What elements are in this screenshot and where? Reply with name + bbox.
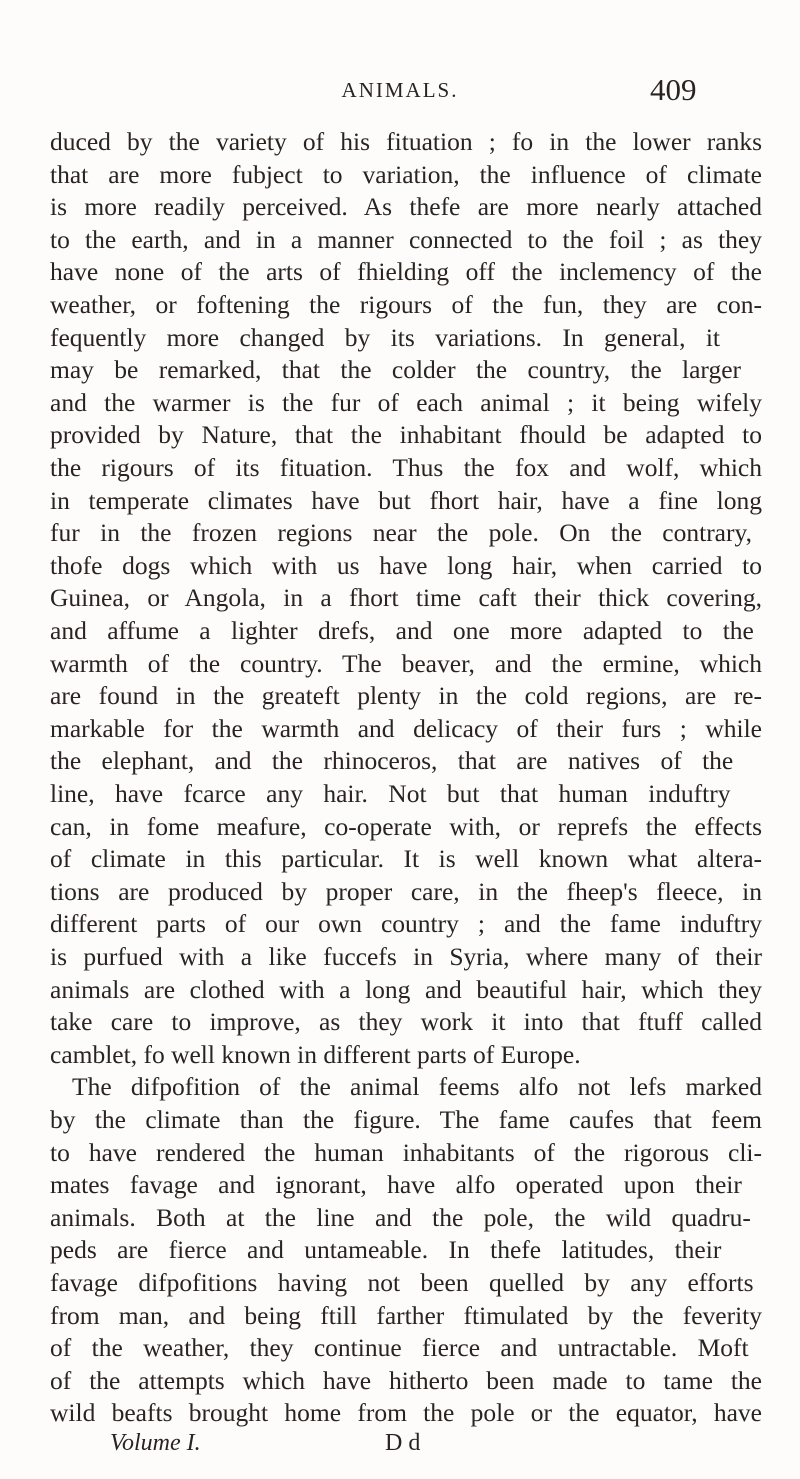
text-line-content: tions are produced by proper care, in the fheep's fleece, in xyxy=(50,876,762,906)
text-line-content: to have rendered the human inhabitants of the rigorous cli- xyxy=(50,1137,762,1167)
text-line-content: warmth of the country. The beaver, and the ermine, which xyxy=(50,648,762,678)
text-line-content: by the climate than the figure. The fame caufes that feem xyxy=(50,1105,762,1134)
text-line-content: to the earth, and in a manner connected to the foil ; as they xyxy=(50,224,762,254)
volume-label: Volume I. xyxy=(110,1430,201,1456)
text-line-content: different parts of our own country ; and the fame induftry xyxy=(50,909,762,939)
page-footer xyxy=(0,1430,800,1466)
text-line-content: take care to improve, as they work it into that ftuff called xyxy=(50,1007,762,1037)
text-line-content: and the warmer is the fur of each animal ; it being wifely xyxy=(50,387,762,417)
text-line-content: of the weather, they continue fierce and untractable. Moft xyxy=(50,1333,749,1363)
page-number: 409 xyxy=(650,72,697,107)
text-line-content: duced by the variety of his fituation ; fo in the lower ranks xyxy=(50,127,762,156)
text-line-content: fur in the frozen regions near the pole. On the contrary, xyxy=(50,518,752,548)
page-header xyxy=(0,72,800,116)
text-line-content: of climate in this particular. It is well known what altera- xyxy=(50,844,762,874)
text-line-content: may be remarked, that the colder the country, the larger xyxy=(50,355,742,385)
text-line-content: the elephant, and the rhinoceros, that are natives of the xyxy=(50,746,734,776)
text-line-content: camblet, fo well known in different parts of Europe. xyxy=(50,1039,581,1069)
text-line-content: from man, and being ftill farther ftimulated by the feverity xyxy=(50,1300,762,1330)
text-line-content: provided by Nature, that the inhabitant fhould be adapted to xyxy=(50,420,762,450)
text-line-content: animals are clothed with a long and beautiful hair, which they xyxy=(50,974,762,1004)
text-line-content: are found in the greateft plenty in the cold regions, are re- xyxy=(50,681,762,711)
text-line-content: favage difpofitions having not been quelled by any efforts xyxy=(50,1268,754,1297)
text-line-content: weather, or foftening the rigours of the fun, they are con- xyxy=(50,290,762,319)
text-line-content: and affume a lighter drefs, and one more adapted to the xyxy=(50,616,754,645)
text-line-content: in temperate climates have but fhort hair, have a fine long xyxy=(50,485,762,515)
running-head: ANIMALS. xyxy=(341,78,459,102)
text-line-content: can, in fome meafure, co-operate with, or reprefs the effects xyxy=(50,811,762,841)
text-line-content: animals. Both at the line and the pole, the wild quadru- xyxy=(50,1202,751,1232)
text-line-content: mates favage and ignorant, have alfo operated upon their xyxy=(50,1170,742,1200)
text-line-content: the rigours of its fituation. Thus the fox and wolf, which xyxy=(50,453,762,482)
text-line-content: is more readily perceived. As thefe are more nearly attached xyxy=(50,192,762,222)
text-line-content: fequently more changed by its variations. In general, it xyxy=(50,322,720,352)
text-line-content: markable for the warmth and delicacy of their furs ; while xyxy=(50,713,762,743)
text-line-content: wild beafts brought home from the pole or the equator, have xyxy=(50,1398,762,1428)
text-line-content: have none of the arts of fhielding off the inclemency of the xyxy=(50,257,762,287)
text-line-content: is purfued with a like fuccefs in Syria, where many of their xyxy=(50,942,762,971)
text-line-content: line, have fcarce any hair. Not but that human induftry xyxy=(50,779,731,808)
text-line-content: thofe dogs which with us have long hair, when carried to xyxy=(50,550,762,580)
text-line-content: of the attempts which have hitherto been made to tame the xyxy=(50,1365,762,1395)
text-line-content: The difpofition of the animal feems alfo not lefs marked xyxy=(72,1072,762,1102)
text-line-content: peds are fierce and untameable. In thefe latitudes, their xyxy=(50,1235,722,1265)
text-line-content: Guinea, or Angola, in a fhort time caft their thick covering, xyxy=(50,583,762,613)
signature-mark: D d xyxy=(385,1430,421,1456)
text-line-content: that are more fubject to variation, the influence of climate xyxy=(50,159,762,189)
